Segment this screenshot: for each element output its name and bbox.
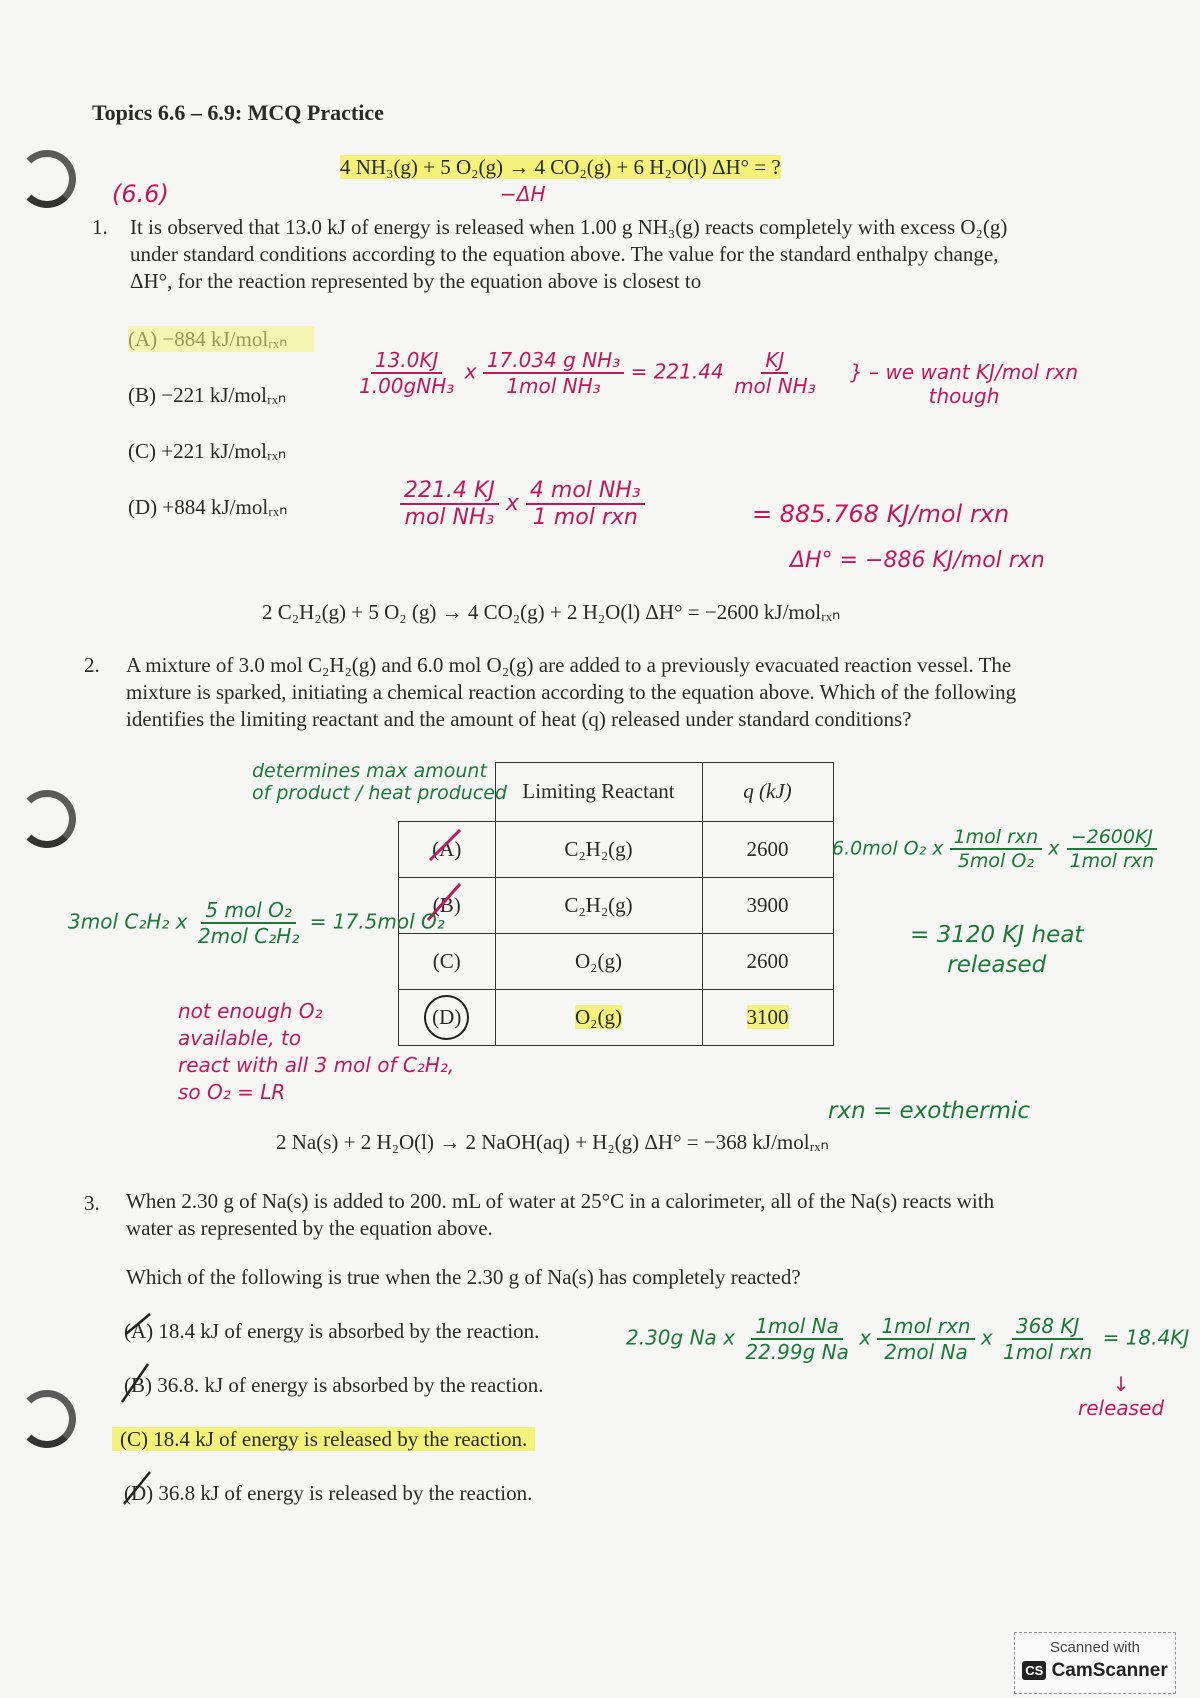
- q2-question: [126, 652, 1146, 733]
- q2-left-calc: 3mol C₂H₂ x $\frac{\text{5 mol O₂}}{\text{2mol C₂H₂}}$ = 17.5mol O₂: [68, 898, 445, 948]
- scanner-caption: Scanned with: [1049, 1639, 1141, 1656]
- q1-frac3: $\frac{KJ}{\text{mol NH₃}}$: [734, 348, 816, 398]
- crossout-b: [122, 1364, 148, 1402]
- q3-question: [126, 1188, 1146, 1242]
- q1-choice-b[interactable]: (B) −221 kJ/molᵣₓₙ: [128, 383, 287, 407]
- q2-text-line3: identifies the limiting reactant and the amount of heat (q) released under standard conditions?: [126, 707, 912, 731]
- q1-dh-result: ΔH° = −886 KJ/mol rxn: [790, 548, 1045, 573]
- table-header-reactant: Limiting Reactant: [495, 763, 702, 822]
- scanner-brand: CamScanner: [1051, 1660, 1168, 1681]
- q3-choice-b[interactable]: (B) 36.8. kJ of energy is absorbed by the reaction.: [124, 1373, 544, 1397]
- q3-released-note: ↓ released: [1078, 1372, 1165, 1420]
- q3-number: 3.: [84, 1191, 100, 1215]
- binder-ring-middle: [18, 790, 76, 848]
- q1-choice-d[interactable]: (D) +884 kJ/molᵣₓₙ: [128, 495, 288, 519]
- q3-calc: 2.30g Na x $\frac{\text{1mol Na}}{\text{22.99g Na}}$ x $\frac{\text{1mol rxn}}{\text{2mol Na}}$ x $\frac{368 KJ}{\text{1mol rxn}}$ = 18.4KJ: [626, 1314, 1190, 1364]
- table-row-reactant: O₂(g): [495, 933, 702, 989]
- q2-text-line1: A mixture of 3.0 mol C₂H₂(g) and 6.0 mol O₂(g) are added to a previously evacuated reaction vessel. The: [126, 653, 1012, 677]
- q1-text-line3: ΔH°, for the reaction represented by the equation above is closest to: [130, 269, 702, 293]
- table-row-reactant: C₂H₂(g): [495, 821, 702, 877]
- q3-exothermic-note: rxn = exothermic: [828, 1098, 1031, 1124]
- crossout-d: [124, 1472, 150, 1504]
- binder-ring-bottom: [18, 1390, 76, 1448]
- crossout-a: [430, 830, 460, 860]
- crossout-a: [126, 1314, 150, 1334]
- camscanner-watermark: [1014, 1632, 1176, 1694]
- q1-text-line1: It is observed that 13.0 kJ of energy is released when 1.00 g NH₃(g) reacts completely with excess O₂(g): [130, 215, 1008, 239]
- answer-circle: (D): [424, 995, 469, 1040]
- table-row-q: 3900: [702, 877, 833, 933]
- camscanner-logo-icon: CS: [1022, 1661, 1046, 1680]
- binder-ring-top: [18, 150, 76, 208]
- q1-frac1: $\frac{13.0KJ}{\text{1.00gNH₃}}$: [359, 348, 455, 398]
- q2-not-enough-note: not enough O₂ available, to react with all 3 mol of C₂H₂, so O₂ = LR: [178, 999, 455, 1104]
- q1-number: 1.: [92, 215, 108, 239]
- table-row-letter[interactable]: (B): [399, 877, 496, 933]
- q1-want-note: } – we want KJ/mol rxn though: [850, 360, 1079, 408]
- q2-number: 2.: [84, 653, 100, 677]
- q1-answer-highlight: [128, 326, 314, 352]
- q1-choice-c[interactable]: (C) +221 kJ/molᵣₓₙ: [128, 439, 287, 463]
- q1-equation-text: 4 NH₃(g) + 5 O₂(g) → 4 CO₂(g) + 6 H₂O(l) ΔH° = ?: [340, 155, 781, 179]
- q3-prompt: Which of the following is true when the 2.30 g of Na(s) has completely reacted?: [126, 1265, 801, 1289]
- table-row-q: 3100: [702, 989, 833, 1045]
- q1-topic-note: (6.6): [112, 180, 169, 208]
- q1-frac5: $\frac{\text{4 mol NH₃}}{\text{1 mol rxn}}$: [526, 478, 645, 530]
- q2-heat-result: = 3120 KJ heat released: [910, 922, 1084, 978]
- q2-equation: 2 C₂H₂(g) + 5 O₂ (g) → 4 CO₂(g) + 2 H₂O(l) ΔH° = −2600 kJ/molᵣₓₙ: [262, 600, 841, 624]
- page-title: Topics 6.6 – 6.9: MCQ Practice: [92, 100, 384, 125]
- table-row-reactant: O₂(g): [495, 989, 702, 1045]
- q1-frac2: $\frac{\text{17.034 g NH₃}}{\text{1mol NH₃}}$: [483, 348, 624, 398]
- q1-frac4: $\frac{221.4 KJ}{\text{mol NH₃}}$: [400, 478, 499, 530]
- q2-determines-note: determines max amount of product / heat produced: [252, 760, 507, 804]
- table-row-letter[interactable]: (A): [399, 821, 496, 877]
- table-row-reactant: C₂H₂(g): [495, 877, 702, 933]
- q1-result: = 885.768 KJ/mol rxn: [752, 500, 1010, 528]
- q2-text-line2: mixture is sparked, initiating a chemical reaction according to the equation above. Which of the following: [126, 680, 1017, 704]
- table-row-letter[interactable]: (C): [399, 933, 496, 989]
- q2-right-calc: 6.0mol O₂ x $\frac{\text{1mol rxn}}{\text{5mol O₂}}$ x $\frac{-2600KJ}{\text{1mol rxn}}$: [832, 826, 1158, 872]
- table-row-q: 2600: [702, 933, 833, 989]
- q1-question: [130, 214, 1140, 295]
- q3-text-line1: When 2.30 g of Na(s) is added to 200. mL of water at 25°C in a calorimeter, all of the Na(s) reacts with: [126, 1189, 995, 1213]
- q1-work-line1: $\frac{13.0KJ}{\text{1.00gNH₃}}$ x $\frac{\text{17.034 g NH₃}}{\text{1mol NH₃}}$ = 221.44 $\frac{KJ}{\text{mol NH₃}}$: [355, 348, 820, 398]
- q3-choice-d[interactable]: (D) 36.8 kJ of energy is released by the reaction.: [124, 1481, 533, 1505]
- q1-equation: [340, 155, 781, 180]
- table-row-q: 2600: [702, 821, 833, 877]
- scanner-brand-row: [1015, 1660, 1175, 1682]
- table-row[interactable]: [399, 989, 834, 1045]
- table-header-q: q (kJ): [702, 763, 833, 822]
- q1-text-line2: under standard conditions according to the equation above. The value for the standard enthalpy change,: [130, 242, 999, 266]
- table-row[interactable]: [399, 933, 834, 989]
- q1-work-line2: $\frac{221.4 KJ}{\text{mol NH₃}}$ x $\frac{\text{4 mol NH₃}}{\text{1 mol rxn}}$: [400, 478, 645, 530]
- q3-text-line2: water as represented by the equation above.: [126, 1216, 493, 1240]
- table-header-row: [399, 763, 834, 822]
- q3-crossouts: [116, 1306, 176, 1506]
- q1-neg-dh-note: −ΔH: [500, 182, 546, 206]
- q3-choice-c[interactable]: (C) 18.4 kJ of energy is released by the reaction.: [112, 1426, 535, 1453]
- q3-choice-a[interactable]: (A) 18.4 kJ of energy is absorbed by the reaction.: [124, 1319, 540, 1343]
- q3-equation: 2 Na(s) + 2 H₂O(l) → 2 NaOH(aq) + H₂(g) ΔH° = −368 kJ/molᵣₓₙ: [276, 1130, 829, 1154]
